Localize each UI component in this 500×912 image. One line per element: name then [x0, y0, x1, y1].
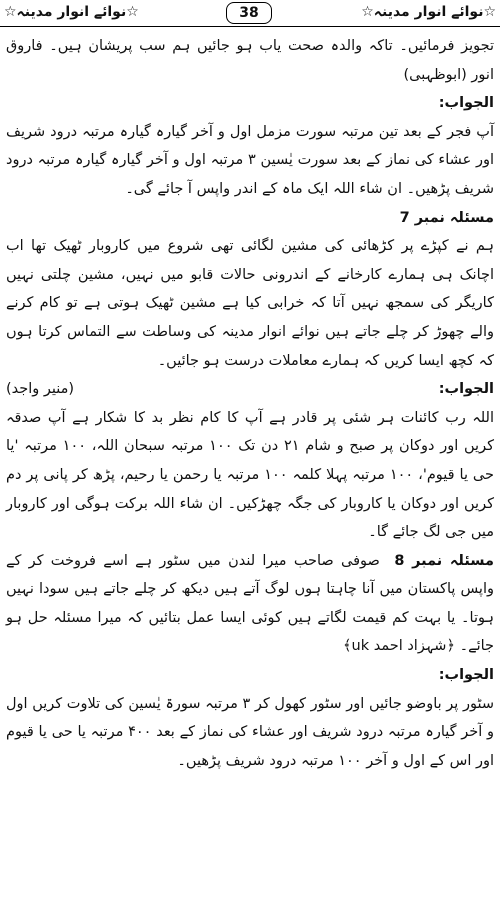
article-body [6, 32, 494, 775]
answer-7-heading-row [6, 375, 494, 404]
question-8-text: صوفی صاحب میرا لندن میں سٹور ہے اسے فروخت کر کے واپس پاکستان میں آنا چاہتا ہوں لوگ آتے ہیں دیکھ کر چلے جاتے ہیں سودا نہیں ہوتا۔ یا بہت کم قیمت لگاتے ہیں کوئی ایسا عمل بتائیں کہ میرا مسئلہ حل ہو جائے۔ [6, 552, 494, 655]
page-number: 38 [226, 2, 272, 24]
page-header [0, 0, 500, 27]
answer-heading: الجواب: [438, 381, 494, 398]
header-title-right: ☆نوائے انوار مدینہ☆ [361, 4, 496, 20]
question-7-signature: (منیر واجد) [6, 381, 75, 398]
question-7: ہم نے کپڑے پر کڑھائی کی مشین لگائی تھی شروع میں کاروبار ٹھیک تھا اب اچانک ہی ہمارے کارخانے کے اندرونی حالات قابو میں نہیں، مشین چلتی نہیں کاریگر کی سمجھ نہیں آتا کہ خرابی کیا ہے مشین ٹھیک ہوتی ہے تو کام کرنے والے چھوڑ کر چلے جاتے ہیں نوائے انوار مدینہ کی وساطت سے التماس کرتا ہوں کہ کچھ ایسا کریں کہ ہمارے معاملات درست ہو جائیں۔ [6, 238, 494, 369]
answer-heading: الجواب: [438, 667, 494, 684]
header-title-left: ☆نوائے انوار مدینہ☆ [4, 4, 139, 20]
answer-6: آپ فجر کے بعد تین مرتبہ سورت مزمل اول و آخر گیارہ گیارہ مرتبہ درود شریف اور عشاء کی نماز کے بعد سورت یٰسین ۳ مرتبہ اول و آخر گیارہ گیارہ مرتبہ درود شریف پڑھیں۔ ان شاء اللہ ایک ماہ کے اندر واپس آ جائے گی۔ [6, 123, 495, 197]
question-8-heading: مسئلہ نمبر 8 [394, 552, 494, 569]
question-6-end: تجویز فرمائیں۔ تاکہ والدہ صحت یاب ہو جائیں ہم سب پریشان ہیں۔ فاروق انور (ابوظہبی) [6, 38, 494, 83]
question-7-heading: مسئلہ نمبر 7 [399, 209, 494, 226]
question-8 [6, 547, 494, 661]
answer-8: سٹور پر باوضو جائیں اور سٹور کھول کر ۳ مرتبہ سورۃ یٰسین کی تلاوت کریں اول و آخر گیارہ مرتبہ درود شریف اور عشاء کی نماز کے بعد ۴۰۰ مرتبہ یا حی یا قیوم اور اس کے اول و آخر ۱۰۰ مرتبہ درود شریف پڑھیں۔ [6, 695, 495, 769]
answer-heading: الجواب: [438, 95, 494, 112]
question-8-signature: ﴿شہزاد احمد uk﴾ [343, 638, 455, 655]
answer-7: اللہ رب کائنات ہر شئی پر قادر ہے آپ کا کام نظر بد کا شکار ہے آپ صدقہ کریں اور دوکان پر صبح و شام ۲۱ دن تک ۱۰۰ مرتبہ سبحان اللہ، ۱۰۰ مرتبہ 'یا حی یا قیوم'، ۱۰۰ مرتبہ پہلا کلمہ ۱۰۰ مرتبہ یا رحمن یا رحیم، پڑھ کر پانی پر دم کریں اور دوکان یا کاروبار کی جگہ چھڑکیں۔ ان شاء اللہ برکت ہوگی اور کاروبار میں جی لگ جائے گا۔ [6, 409, 494, 541]
